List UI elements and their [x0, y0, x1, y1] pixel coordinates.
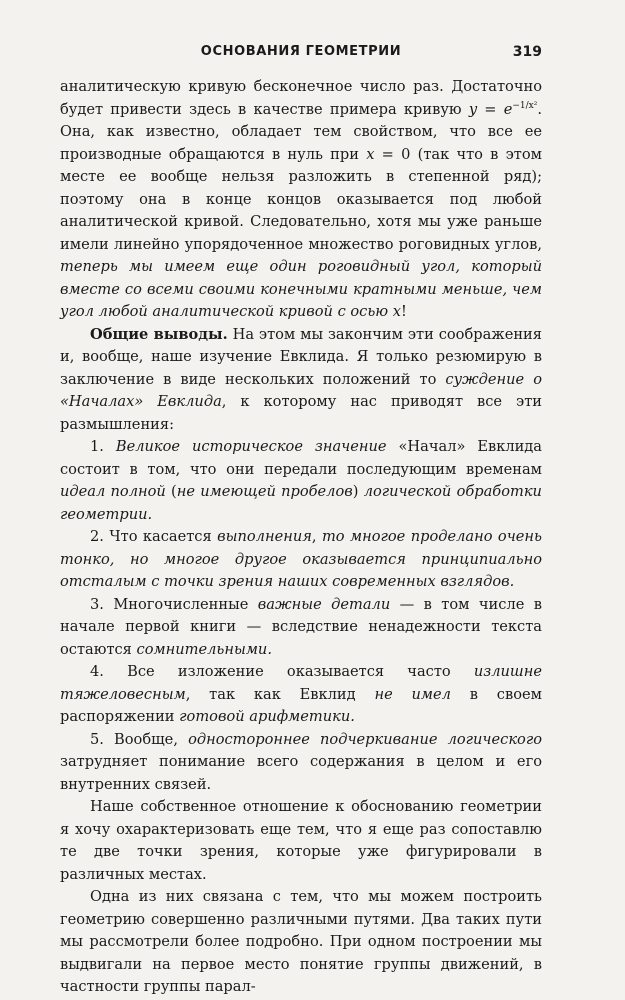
body-text: [60, 76, 542, 999]
text-run: ,: [311, 528, 322, 545]
formula-variable-y: y: [468, 100, 478, 118]
text-run: 1.: [90, 438, 116, 455]
emphasis-run: теперь мы имеем еще один роговидный угол, который вместе со всеми своими конечными кратными меньше, чем угол любой аналитической кривой с осью: [60, 258, 542, 320]
text-run: «Начал» Евклида состоит в том, что они передали последующим временам: [60, 438, 542, 478]
emphasis-run: то многое проделано очень тонко, но многое другое оказывается принципиально отсталым с точки зрения наших современных взглядов.: [60, 528, 542, 590]
paragraph-own-attitude: [60, 796, 542, 886]
text-run: затрудняет понимание всего содержания в целом и его внутренних связей.: [60, 753, 542, 793]
section-lead-heading: Общие выводы.: [90, 325, 228, 343]
text-run: 5. Вообще,: [90, 730, 189, 748]
text-run: в своем распоряжении: [60, 685, 542, 725]
running-title: ОСНОВАНИЯ ГЕОМЕТРИИ: [200, 44, 402, 59]
running-header: [60, 44, 542, 70]
text-run: 2. Что касается: [90, 528, 218, 545]
text-run: ): [352, 483, 364, 500]
paragraph-point-4: [60, 661, 542, 729]
emphasis-run: одностороннее подчеркивание логического: [188, 730, 542, 748]
text-run: , так как Евклид: [185, 685, 375, 703]
paragraph-point-1: [60, 436, 542, 526]
text-run: Наше собственное отношение к обоснованию геометрии я хочу охарактеризовать еще тем, что я еще раз сопоставлю те две точки зрения, которые уже фигурировали в различных местах.: [60, 798, 542, 883]
paragraph-horn-angle: [60, 76, 542, 324]
paragraph-point-3: [60, 594, 542, 662]
paragraph-point-5: [60, 729, 542, 797]
formula-variable-x: x: [392, 303, 402, 320]
emphasis-run: Великое историческое значение: [115, 438, 387, 455]
text-run: аналитическую кривую бесконечное число раз. Достаточно будет привести здесь в качестве примера кривую: [60, 78, 542, 118]
emphasis-run: не имеющей пробелов: [176, 483, 353, 500]
emphasis-run: выполнения: [217, 528, 312, 545]
book-page: [60, 44, 542, 999]
emphasis-run: логической обработки геометрии.: [60, 483, 542, 523]
text-run: На этом мы закончим эти соображения и, вообще, наше изучение Евклида. Я только резюмирую в заключение в виде нескольких положений то: [60, 325, 542, 388]
text-run: = 0 (так что в этом месте ее вообще нельзя разложить в степенной ряд); поэтому она в конце концов оказывается под любой аналитической кривой. Следовательно, хотя мы уже раньше имели линейно упорядоченное множество роговидных углов,: [60, 145, 543, 253]
text-run: 4. Все изложение оказывается часто: [90, 663, 474, 680]
page-number: 319: [512, 44, 542, 60]
formula-equals: =: [477, 100, 504, 118]
formula-base-e: e: [503, 100, 513, 118]
text-run: 3. Многочисленные: [90, 595, 258, 613]
emphasis-run: не имел: [374, 685, 451, 703]
emphasis-run: сомнительными.: [136, 640, 272, 658]
emphasis-run: идеал полной: [60, 483, 166, 500]
emphasis-run: суждение о «Началах» Евклида: [60, 370, 542, 410]
text-run: — в том числе в начале первой книги — вследствие ненадежности текста остаются: [60, 595, 542, 658]
paragraph-two-viewpoints: [60, 886, 542, 999]
text-run: Одна из них связана с тем, что мы можем построить геометрию совершенно различными путями. Два таких пути мы рассмотрели более подробно. При одном построении мы выдвигали на первое место понятие группы движений, в частности группы парал-: [60, 888, 542, 995]
emphasis-run: излишне тяжеловесным: [60, 663, 542, 703]
text-run: !: [401, 303, 407, 320]
paragraph-point-2: [60, 526, 542, 594]
text-run: , к которому нас приводят все эти размышления:: [60, 393, 543, 433]
text-run: . Она, как известно, обладает тем свойством, что все ее производные обращаются в нуль при: [60, 100, 542, 163]
emphasis-run: важные детали: [257, 595, 391, 613]
paragraph-general-conclusions: [60, 324, 542, 437]
formula-variable-x: x: [366, 145, 375, 163]
formula-exponent: −1/x²: [512, 100, 538, 111]
text-run: (: [165, 483, 177, 500]
emphasis-run: готовой арифметики.: [179, 708, 355, 725]
